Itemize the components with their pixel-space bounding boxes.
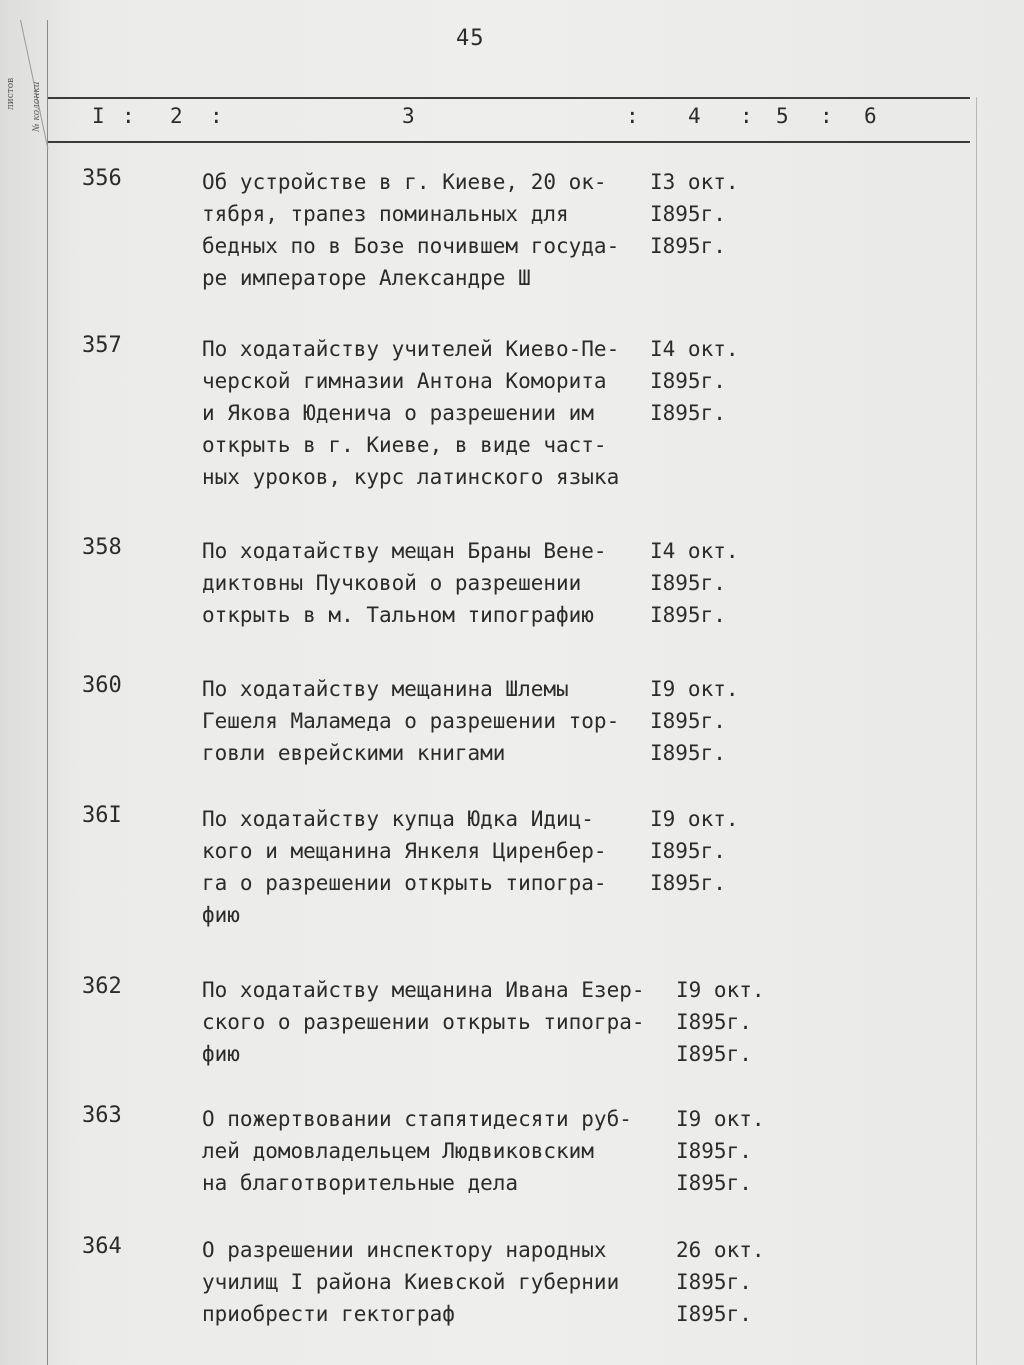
column-header-1: I bbox=[92, 104, 105, 128]
entry-dates bbox=[650, 673, 739, 769]
entry-title-line: Об устройстве в г. Киеве, 20 ок- bbox=[202, 170, 607, 194]
entry-date-line: I895г. bbox=[650, 741, 726, 765]
entry-date-line: I895г. bbox=[650, 571, 726, 595]
entry-date-line: I895г. bbox=[650, 871, 726, 895]
entry-date-line: I895г. bbox=[676, 1302, 752, 1326]
entry-title-line: О разрешении инспектору народных bbox=[202, 1238, 607, 1262]
margin-line bbox=[47, 20, 48, 1365]
entry-title-line: По ходатайству мещанина Шлемы bbox=[202, 677, 569, 701]
entry-title-line: О пожертвовании стапятидесяти руб- bbox=[202, 1107, 632, 1131]
entry-number: 356 bbox=[82, 166, 122, 191]
entry-title bbox=[202, 535, 672, 631]
entry-title bbox=[202, 333, 672, 493]
entry-date-line: I9 окт. bbox=[650, 807, 739, 831]
entry-title-line: По ходатайству мещанина Ивана Езер- bbox=[202, 978, 645, 1002]
entry-title-line: фию bbox=[202, 1042, 240, 1066]
entry-title-line: говли еврейскими книгами bbox=[202, 741, 506, 765]
column-header-4: 4 bbox=[688, 104, 701, 128]
entry-dates bbox=[650, 535, 739, 631]
entry-number: 357 bbox=[82, 333, 122, 358]
column-header-separator: : bbox=[740, 104, 753, 128]
entry-date-line: I9 окт. bbox=[676, 978, 765, 1002]
entry-date-line: I895г. bbox=[650, 603, 726, 627]
entry-number: 358 bbox=[82, 535, 122, 560]
entry-date-line: I895г. bbox=[650, 369, 726, 393]
entry-dates bbox=[676, 1234, 765, 1330]
entry-title-line: открыть в г. Киеве, в виде част- bbox=[202, 433, 607, 457]
entry-date-line: I895г. bbox=[676, 1171, 752, 1195]
entry-date-line: I4 окт. bbox=[650, 337, 739, 361]
entry-date-line: I895г. bbox=[676, 1010, 752, 1034]
entry-title-line: черской гимназии Антона Коморита bbox=[202, 369, 607, 393]
entry-title-line: Гешеля Маламеда о разрешении тор- bbox=[202, 709, 620, 733]
margin-label-column-number: № колонки bbox=[32, 81, 42, 132]
header-top-rule bbox=[48, 97, 970, 99]
entry-date-line: I895г. bbox=[650, 202, 726, 226]
entry-title bbox=[202, 1234, 672, 1330]
entry-dates bbox=[650, 333, 739, 429]
entry-date-line: I895г. bbox=[676, 1270, 752, 1294]
entry-dates bbox=[650, 166, 739, 262]
entry-number: 364 bbox=[82, 1234, 122, 1259]
right-column-line bbox=[976, 97, 977, 1365]
column-header-separator: : bbox=[820, 104, 833, 128]
entry-date-line: I895г. bbox=[650, 839, 726, 863]
column-header-6: 6 bbox=[864, 104, 877, 128]
entry-title-line: фию bbox=[202, 903, 240, 927]
column-header-separator: : bbox=[122, 104, 135, 128]
entry-dates bbox=[676, 1103, 765, 1199]
entry-title-line: открыть в м. Тальном типографию bbox=[202, 603, 594, 627]
entry-title-line: тября, трапез поминальных для bbox=[202, 202, 569, 226]
entry-title bbox=[202, 974, 672, 1070]
entry-dates bbox=[650, 803, 739, 899]
entry-title bbox=[202, 166, 672, 294]
entry-title-line: и Якова Юденича о разрешении им bbox=[202, 401, 594, 425]
entry-title-line: По ходатайству купца Юдка Идиц- bbox=[202, 807, 594, 831]
entry-title-line: ре императоре Александре Ш bbox=[202, 266, 531, 290]
entry-number: 36I bbox=[82, 803, 122, 828]
entry-date-line: I895г. bbox=[650, 234, 726, 258]
entry-title-line: приобрести гектограф bbox=[202, 1302, 455, 1326]
entry-date-line: I895г. bbox=[676, 1042, 752, 1066]
column-header-separator: : bbox=[626, 104, 639, 128]
entry-date-line: I895г. bbox=[650, 401, 726, 425]
entry-date-line: I4 окт. bbox=[650, 539, 739, 563]
entry-title bbox=[202, 673, 672, 769]
entry-date-line: I9 окт. bbox=[676, 1107, 765, 1131]
entry-title-line: диктовны Пучковой о разрешении bbox=[202, 571, 582, 595]
entry-title-line: лей домовладельцем Людвиковским bbox=[202, 1139, 594, 1163]
column-header-2: 2 bbox=[170, 104, 183, 128]
entry-title-line: ных уроков, курс латинского языка bbox=[202, 465, 620, 489]
entry-number: 360 bbox=[82, 673, 122, 698]
entry-date-line: I895г. bbox=[650, 709, 726, 733]
column-header-5: 5 bbox=[776, 104, 789, 128]
entry-date-line: I3 окт. bbox=[650, 170, 739, 194]
entry-date-line: 26 окт. bbox=[676, 1238, 765, 1262]
entry-title-line: га о разрешении открыть типогра- bbox=[202, 871, 607, 895]
entry-date-line: I895г. bbox=[676, 1139, 752, 1163]
entry-date-line: I9 окт. bbox=[650, 677, 739, 701]
entry-number: 363 bbox=[82, 1103, 122, 1128]
entry-title bbox=[202, 1103, 672, 1199]
margin-label-sheets: листов bbox=[6, 77, 16, 110]
entry-title-line: По ходатайству учителей Киево-Пе- bbox=[202, 337, 620, 361]
entry-title-line: кого и мещанина Янкеля Циренбер- bbox=[202, 839, 607, 863]
entry-title bbox=[202, 803, 672, 931]
column-header-separator: : bbox=[210, 104, 223, 128]
entry-title-line: на благотворительные дела bbox=[202, 1171, 519, 1195]
header-bottom-rule bbox=[48, 141, 970, 143]
column-header-3: 3 bbox=[402, 104, 415, 128]
entry-title-line: ского о разрешении открыть типогра- bbox=[202, 1010, 645, 1034]
entry-title-line: бедных по в Бозе почившем госуда- bbox=[202, 234, 620, 258]
page-number: 45 bbox=[456, 26, 485, 51]
entry-dates bbox=[676, 974, 765, 1070]
entry-title-line: училищ I района Киевской губернии bbox=[202, 1270, 620, 1294]
entry-number: 362 bbox=[82, 974, 122, 999]
entry-title-line: По ходатайству мещан Браны Вене- bbox=[202, 539, 607, 563]
